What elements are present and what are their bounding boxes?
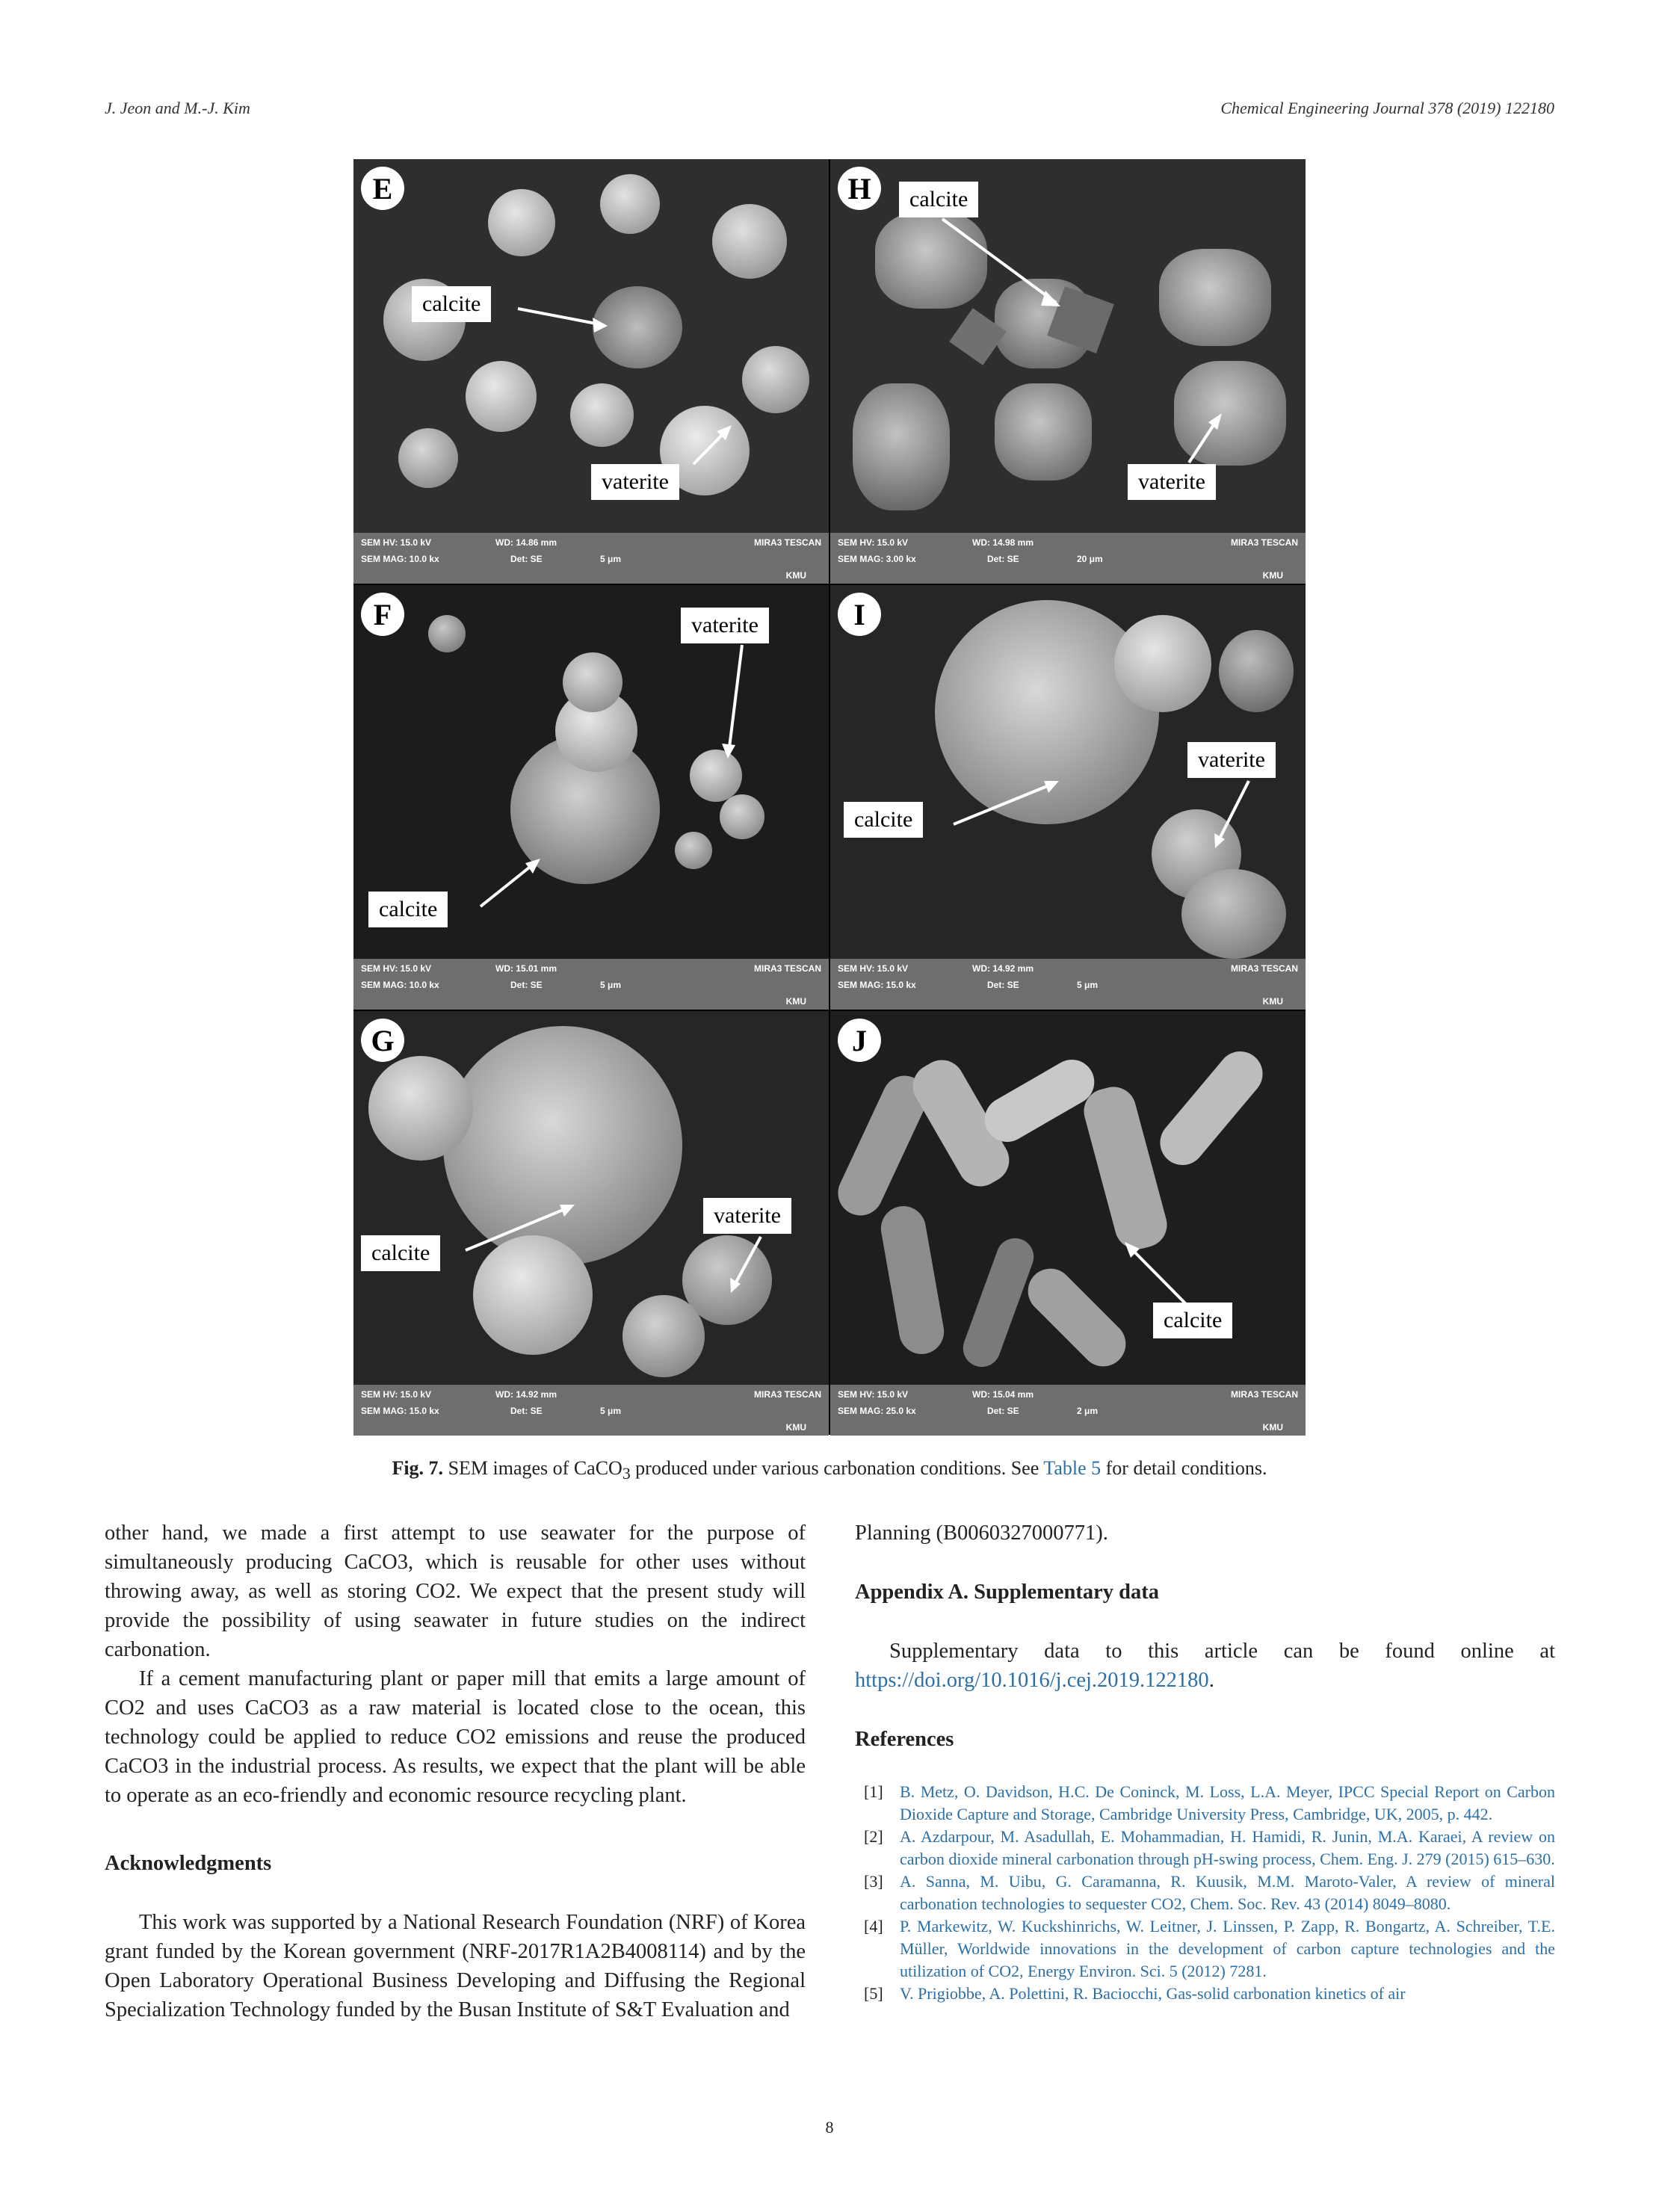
panel-letter: G — [361, 1019, 404, 1062]
panel-letter: E — [361, 167, 404, 210]
calcite-label: calcite — [899, 182, 978, 217]
panel-letter: F — [361, 593, 404, 636]
paragraph: If a cement manufacturing plant or paper mill that emits a large amount of CO2 and uses CaCO3 as a raw material is located close to the ocean, this technology could be applied to reduce CO2 emissions and reuse the produced CaCO3 in the industrial process. As results, we expect that the plant will be able to operate as an eco-friendly and economic resource recycling plant. — [105, 1667, 806, 1807]
figure-caption: Fig. 7. SEM images of CaCO$_3$ produced under various carbonation conditions. See Table 5 for detail conditions. — [392, 1457, 1267, 1483]
sem-info-bar: SEM HV: 15.0 kV WD: 14.92 mm SEM MAG: 15.0 kx Det: SE 5 μm MIRA3 TESCAN KMU — [830, 959, 1306, 1010]
panel-h — [830, 159, 1306, 584]
table-5-link[interactable]: Table 5 — [1043, 1457, 1102, 1479]
acknowledgments-heading: Acknowledgments — [105, 1852, 272, 1875]
calcite-label: calcite — [1153, 1303, 1232, 1338]
caption-label: Fig. 7. — [392, 1457, 444, 1479]
running-header-journal: Chemical Engineering Journal 378 (2019) 122180 — [1220, 99, 1554, 117]
running-header-authors: J. Jeon and M.-J. Kim — [105, 99, 250, 117]
vaterite-label: vaterite — [681, 608, 769, 643]
reference-item[interactable]: [1] B. Metz, O. Davidson, H.C. De Coninck, M. Loss, L.A. Meyer, IPCC Special Report on Carbon Dioxide Capture and Storage, Cambridge University Press, Cambridge, UK, 2005, p. 442. — [864, 1782, 1555, 1823]
reference-list — [855, 1781, 1555, 2005]
doi-link[interactable]: https://doi.org/10.1016/j.cej.2019.122180 — [855, 1669, 1209, 1692]
calcite-label: calcite — [368, 892, 448, 927]
calcite-label: calcite — [844, 802, 923, 838]
reference-item[interactable]: [2] A. Azdarpour, M. Asadullah, E. Mohammadian, H. Hamidi, R. Junin, M.A. Karaei, A review on carbon dioxide mineral carbonation through pH-swing process, Chem. Eng. J. 279 (2015) 615–630. — [864, 1827, 1555, 1868]
panel-e — [353, 159, 829, 584]
sem-info-bar: SEM HV: 15.0 kV WD: 15.04 mm SEM MAG: 25.0 kx Det: SE 2 μm MIRA3 TESCAN KMU — [830, 1385, 1306, 1436]
reference-item[interactable]: [4] P. Markewitz, W. Kuckshinrichs, W. Leitner, J. Linssen, P. Zapp, R. Bongartz, A. Schreiber, T.E. Müller, Worldwide innovations in the development of carbon capture technologies and the utilization of CO2, Energy Environ. Sci. 5 (2012) 7281. — [864, 1917, 1555, 1980]
panel-j — [830, 1011, 1306, 1436]
panel-letter: I — [838, 593, 881, 636]
reference-item[interactable]: [5] V. Prigiobbe, A. Polettini, R. Baciocchi, Gas-solid carbonation kinetics of air — [864, 1984, 1406, 2003]
appendix-heading: Appendix A. Supplementary data — [855, 1581, 1160, 1604]
supplementary-text: Supplementary data to this article can be found online at https://doi.org/10.1016/j.cej.2019.122180. — [855, 1640, 1555, 1692]
vaterite-label: vaterite — [1187, 742, 1276, 778]
calcite-label: calcite — [361, 1235, 440, 1271]
figure-7 — [353, 159, 1306, 1435]
panel-g — [353, 1011, 829, 1436]
vaterite-label: vaterite — [1128, 464, 1216, 500]
sem-image — [830, 1011, 1306, 1385]
panel-letter: J — [838, 1019, 881, 1062]
sem-info-bar: SEM HV: 15.0 kV WD: 15.01 mm SEM MAG: 10.0 kx Det: SE 5 μm MIRA3 TESCAN KMU — [353, 959, 829, 1010]
right-column — [855, 1519, 1555, 2005]
panel-letter: H — [838, 167, 881, 210]
vaterite-label: vaterite — [703, 1198, 791, 1234]
sem-info-bar: SEM HV: 15.0 kV WD: 14.92 mm SEM MAG: 15.0 kx Det: SE 5 μm MIRA3 TESCAN KMU — [353, 1385, 829, 1436]
vaterite-label: vaterite — [591, 464, 679, 500]
panel-f — [353, 585, 829, 1010]
paragraph: other hand, we made a first attempt to use seawater for the purpose of simultaneously producing CaCO3, which is reusable for other uses without throwing away, as well as storing CO2. We expect that the present study will provide the possibility of using seawater in future studies on the indirect carbonation. — [105, 1521, 806, 1661]
reference-item[interactable]: [3] A. Sanna, M. Uibu, G. Caramanna, R. Kuusik, M.M. Maroto-Valer, A review of mineral carbonation technologies to sequester CO2, Chem. Soc. Rev. 43 (2014) 8049–8080. — [864, 1872, 1555, 1913]
sem-info-bar: SEM HV: 15.0 kV WD: 14.86 mm SEM MAG: 10.0 kx Det: SE 5 μm MIRA3 TESCAN KMU — [353, 533, 829, 584]
panel-i — [830, 585, 1306, 1010]
acknowledgments-text: This work was supported by a National Research Foundation (NRF) of Korea grant funded by the Korean government (NRF-2017R1A2B4008114) and by the Open Laboratory Operational Business Developing and Diffusing the Regional Specialization Technology funded by the Busan Institute of S&T Evaluation and — [105, 1911, 806, 2021]
page-number: 8 — [825, 2118, 834, 2137]
sem-info-bar: SEM HV: 15.0 kV WD: 14.98 mm SEM MAG: 3.00 kx Det: SE 20 μm MIRA3 TESCAN KMU — [830, 533, 1306, 584]
left-column — [105, 1519, 806, 2024]
paragraph: Planning (B0060327000771). — [855, 1521, 1108, 1545]
references-heading: References — [855, 1728, 954, 1751]
calcite-label: calcite — [412, 286, 491, 322]
